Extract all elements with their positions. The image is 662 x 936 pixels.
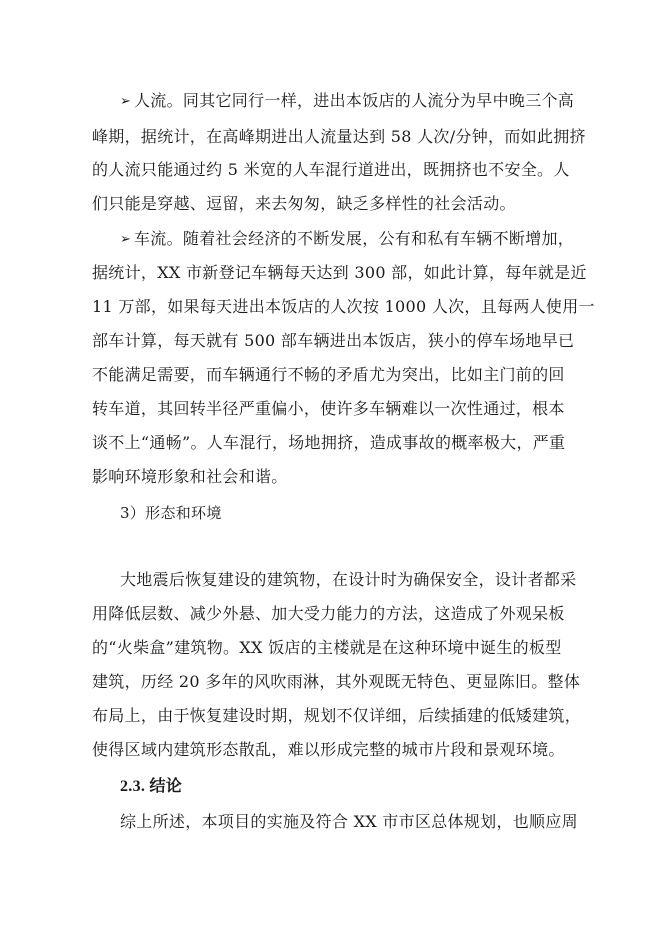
people-flow-line-1 — [120, 91, 574, 112]
vehicle-flow-line-8: 影响环境形象和社会和谐。 — [92, 467, 288, 486]
form-environment-heading: 3）形态和环境 — [120, 504, 222, 522]
form-environment-line-1: 大地震后恢复建设的建筑物，在设计时为确保安全，设计者都采 — [120, 570, 577, 589]
vehicle-flow-line-5: 不能满足需要，而车辆通行不畅的矛盾尤为突出，比如主门前的回 — [92, 365, 565, 384]
vehicle-flow-line-2: 据统计，XX 市新登记车辆每天达到 300 部，如此计算，每年就是近 — [92, 263, 587, 282]
form-environment-line-6: 使得区域内建筑形态散乱，难以形成完整的城市片段和景观环境。 — [92, 740, 565, 759]
conclusion-heading: 2.3. 结论 — [120, 778, 183, 795]
vehicle-flow-line-4: 部车计算，每天就有 500 部车辆进出本饭店，狭小的停车场地早已 — [92, 331, 575, 350]
vehicle-flow-line-3: 11 万部，如果每天进出本饭店的人次按 1000 人次，且每两人使用一 — [92, 297, 595, 316]
people-flow-line-4: 们只能是穿越、逗留，来去匆匆，缺乏多样性的社会活动。 — [92, 194, 516, 213]
form-environment-line-5: 布局上，由于恢复建设时期，规划不仅详细，后续插建的低矮建筑， — [92, 706, 582, 725]
people-flow-line-2: 峰期，据统计，在高峰期进出人流量达到 58 人次/分钟，而如此拥挤 — [92, 127, 586, 146]
vehicle-flow-text-1: 车流。随着社会经济的不断发展，公有和私有车辆不断增加， — [134, 229, 575, 248]
vehicle-flow-line-1 — [120, 229, 574, 250]
people-flow-line-3: 的人流只能通过约 5 米宽的人车混行道进出，既拥挤也不安全。人 — [92, 160, 570, 179]
form-environment-line-3: 的“火柴盒”建筑物。XX 饭店的主楼就是在这种环境中诞生的板型 — [92, 638, 562, 657]
form-environment-line-2: 用降低层数、减少外悬、加大受力能力的方法，这造成了外观呆板 — [92, 604, 565, 623]
form-environment-line-4: 建筑，历经 20 多年的风吹雨淋，其外观既无特色、更显陈旧。整体 — [92, 672, 581, 691]
arrow-bullet-icon: ➢ — [120, 94, 132, 109]
vehicle-flow-line-7: 谈不上“通畅”。人车混行，场地拥挤，造成事故的概率极大，严重 — [92, 433, 566, 452]
vehicle-flow-line-6: 转车道，其回转半径严重偏小，使许多车辆难以一次性通过，根本 — [92, 399, 565, 418]
arrow-bullet-icon: ➢ — [120, 232, 132, 247]
conclusion-line-1: 综上所述，本项目的实施及符合 XX 市市区总体规划，也顺应周 — [120, 812, 578, 831]
people-flow-text-1: 人流。同其它同行一样，进出本饭店的人流分为早中晚三个高 — [134, 91, 575, 110]
